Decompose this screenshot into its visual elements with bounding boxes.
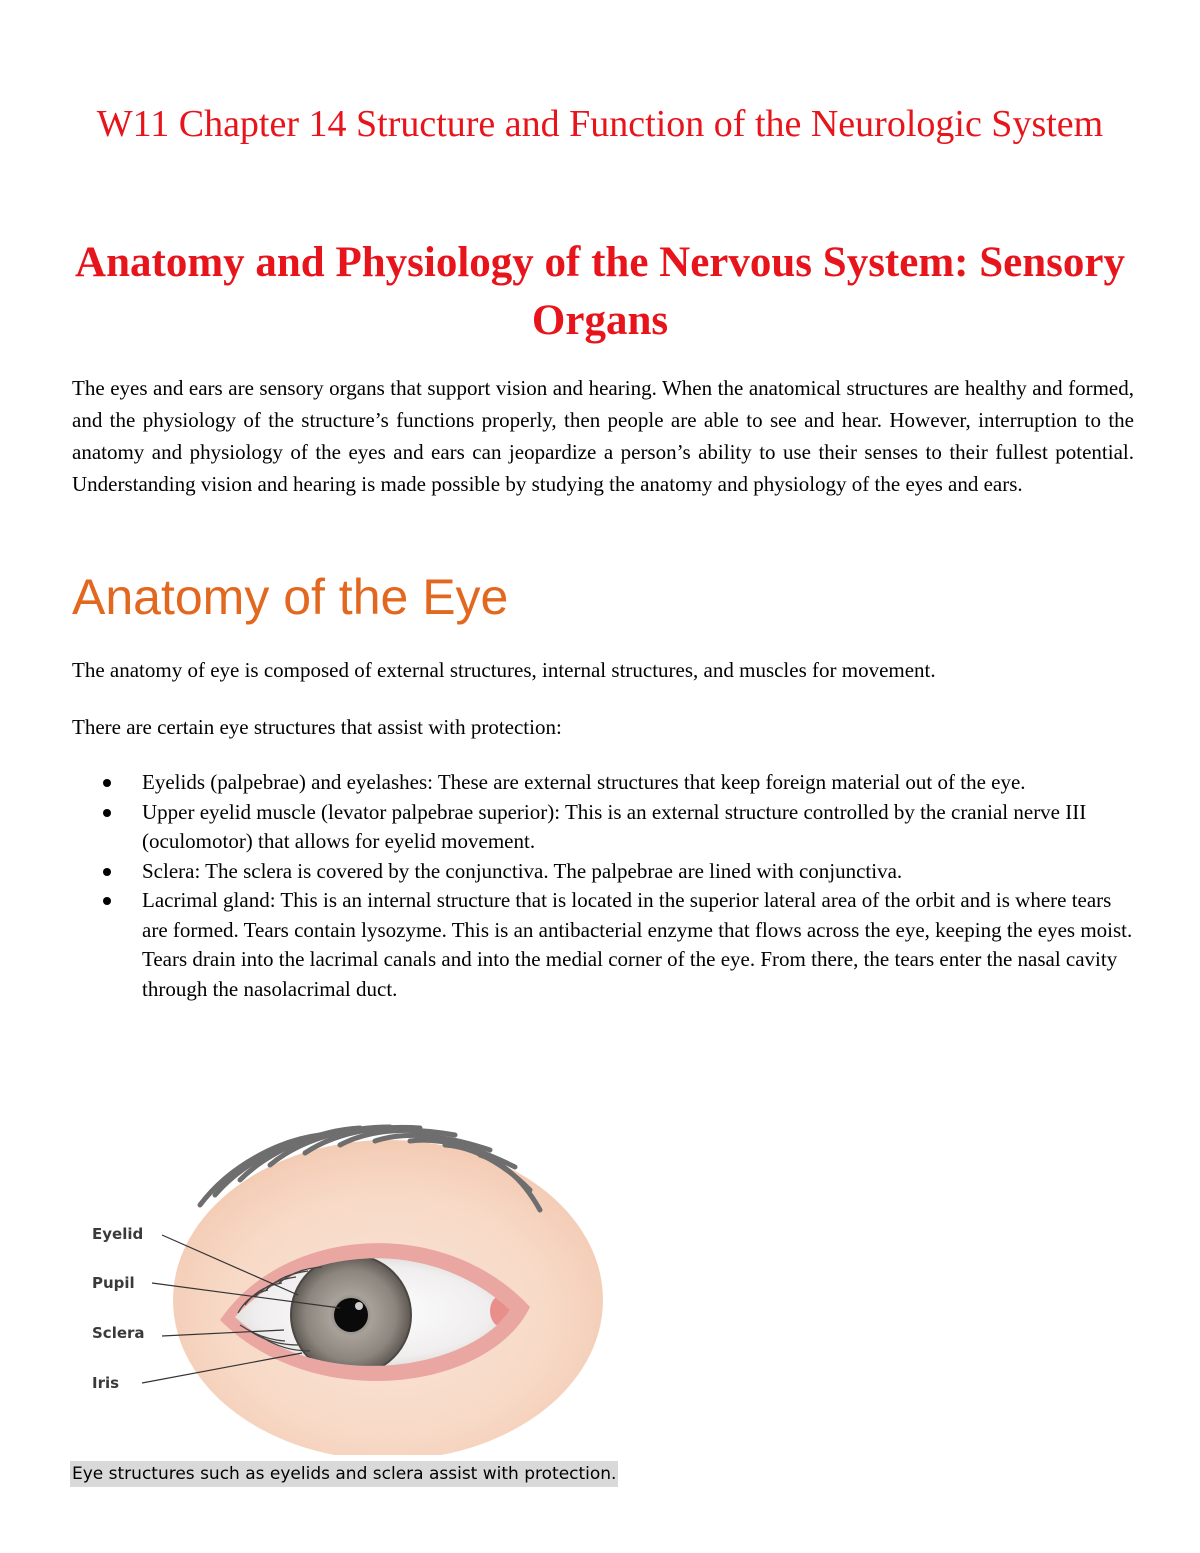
list-item-text: Sclera: The sclera is covered by the conjunctiva. The palpebrae are lined with conjunctiva.	[142, 858, 903, 883]
document-subtitle: Anatomy and Physiology of the Nervous System: Sensory Organs	[75, 239, 1125, 344]
figure-caption: Eye structures such as eyelids and sclera assist with protection.	[70, 1461, 618, 1487]
label-pupil: Pupil	[92, 1274, 135, 1292]
bullet-icon	[103, 809, 111, 817]
label-sclera: Sclera	[92, 1324, 145, 1342]
section-heading-anatomy-of-eye: Anatomy of the Eye	[72, 569, 509, 625]
list-item	[72, 798, 1142, 857]
list-item-text: Lacrimal gland: This is an internal structure that is located in the superior lateral area of the orbit and is where tears are formed. Tears contain lysozyme. This is an antibacterial enzyme that flows across the eye, keeping the eyes moist. Tears drain into the lacrimal canals and into the medial corner of the eye. From there, the tears enter the nasal cavity through the nasolacrimal duct.	[142, 888, 1133, 1001]
bullet-icon	[103, 779, 111, 787]
list-item	[72, 886, 1142, 1004]
pupil	[334, 1298, 368, 1332]
list-item-text: Upper eyelid muscle (levator palpebrae superior): This is an external structure controlled by the cranial nerve III (oculomotor) that allows for eyelid movement.	[142, 799, 1087, 853]
eye-anatomy-figure	[70, 1095, 630, 1455]
paragraph-eye-composition: The anatomy of eye is composed of external structures, internal structures, and muscles for movement.	[72, 658, 936, 682]
label-iris: Iris	[92, 1374, 120, 1392]
list-item	[72, 768, 1142, 798]
pupil-highlight	[355, 1302, 363, 1310]
protection-structures-list	[72, 768, 1142, 1004]
label-eyelid: Eyelid	[92, 1225, 144, 1243]
list-item-text: Eyelids (palpebrae) and eyelashes: These are external structures that keep foreign material out of the eye.	[142, 770, 1026, 794]
intro-paragraph: The eyes and ears are sensory organs that support vision and hearing. When the anatomical structures are healthy and formed, and the physiology of the structure’s functions properly, then people are able to see and hear. However, interruption to the anatomy and physiology of the eyes and ears can jeopardize a person’s ability to use their senses to their fullest potential. Understanding vision and hearing is made possible by studying the anatomy and physiology of the eyes and ears.	[72, 376, 1134, 496]
list-item	[72, 857, 1142, 887]
bullet-icon	[103, 868, 111, 876]
document-title: W11 Chapter 14 Structure and Function of the Neurologic System	[96, 103, 1104, 145]
bullet-icon	[103, 897, 111, 905]
paragraph-protection-intro: There are certain eye structures that assist with protection:	[72, 715, 562, 739]
